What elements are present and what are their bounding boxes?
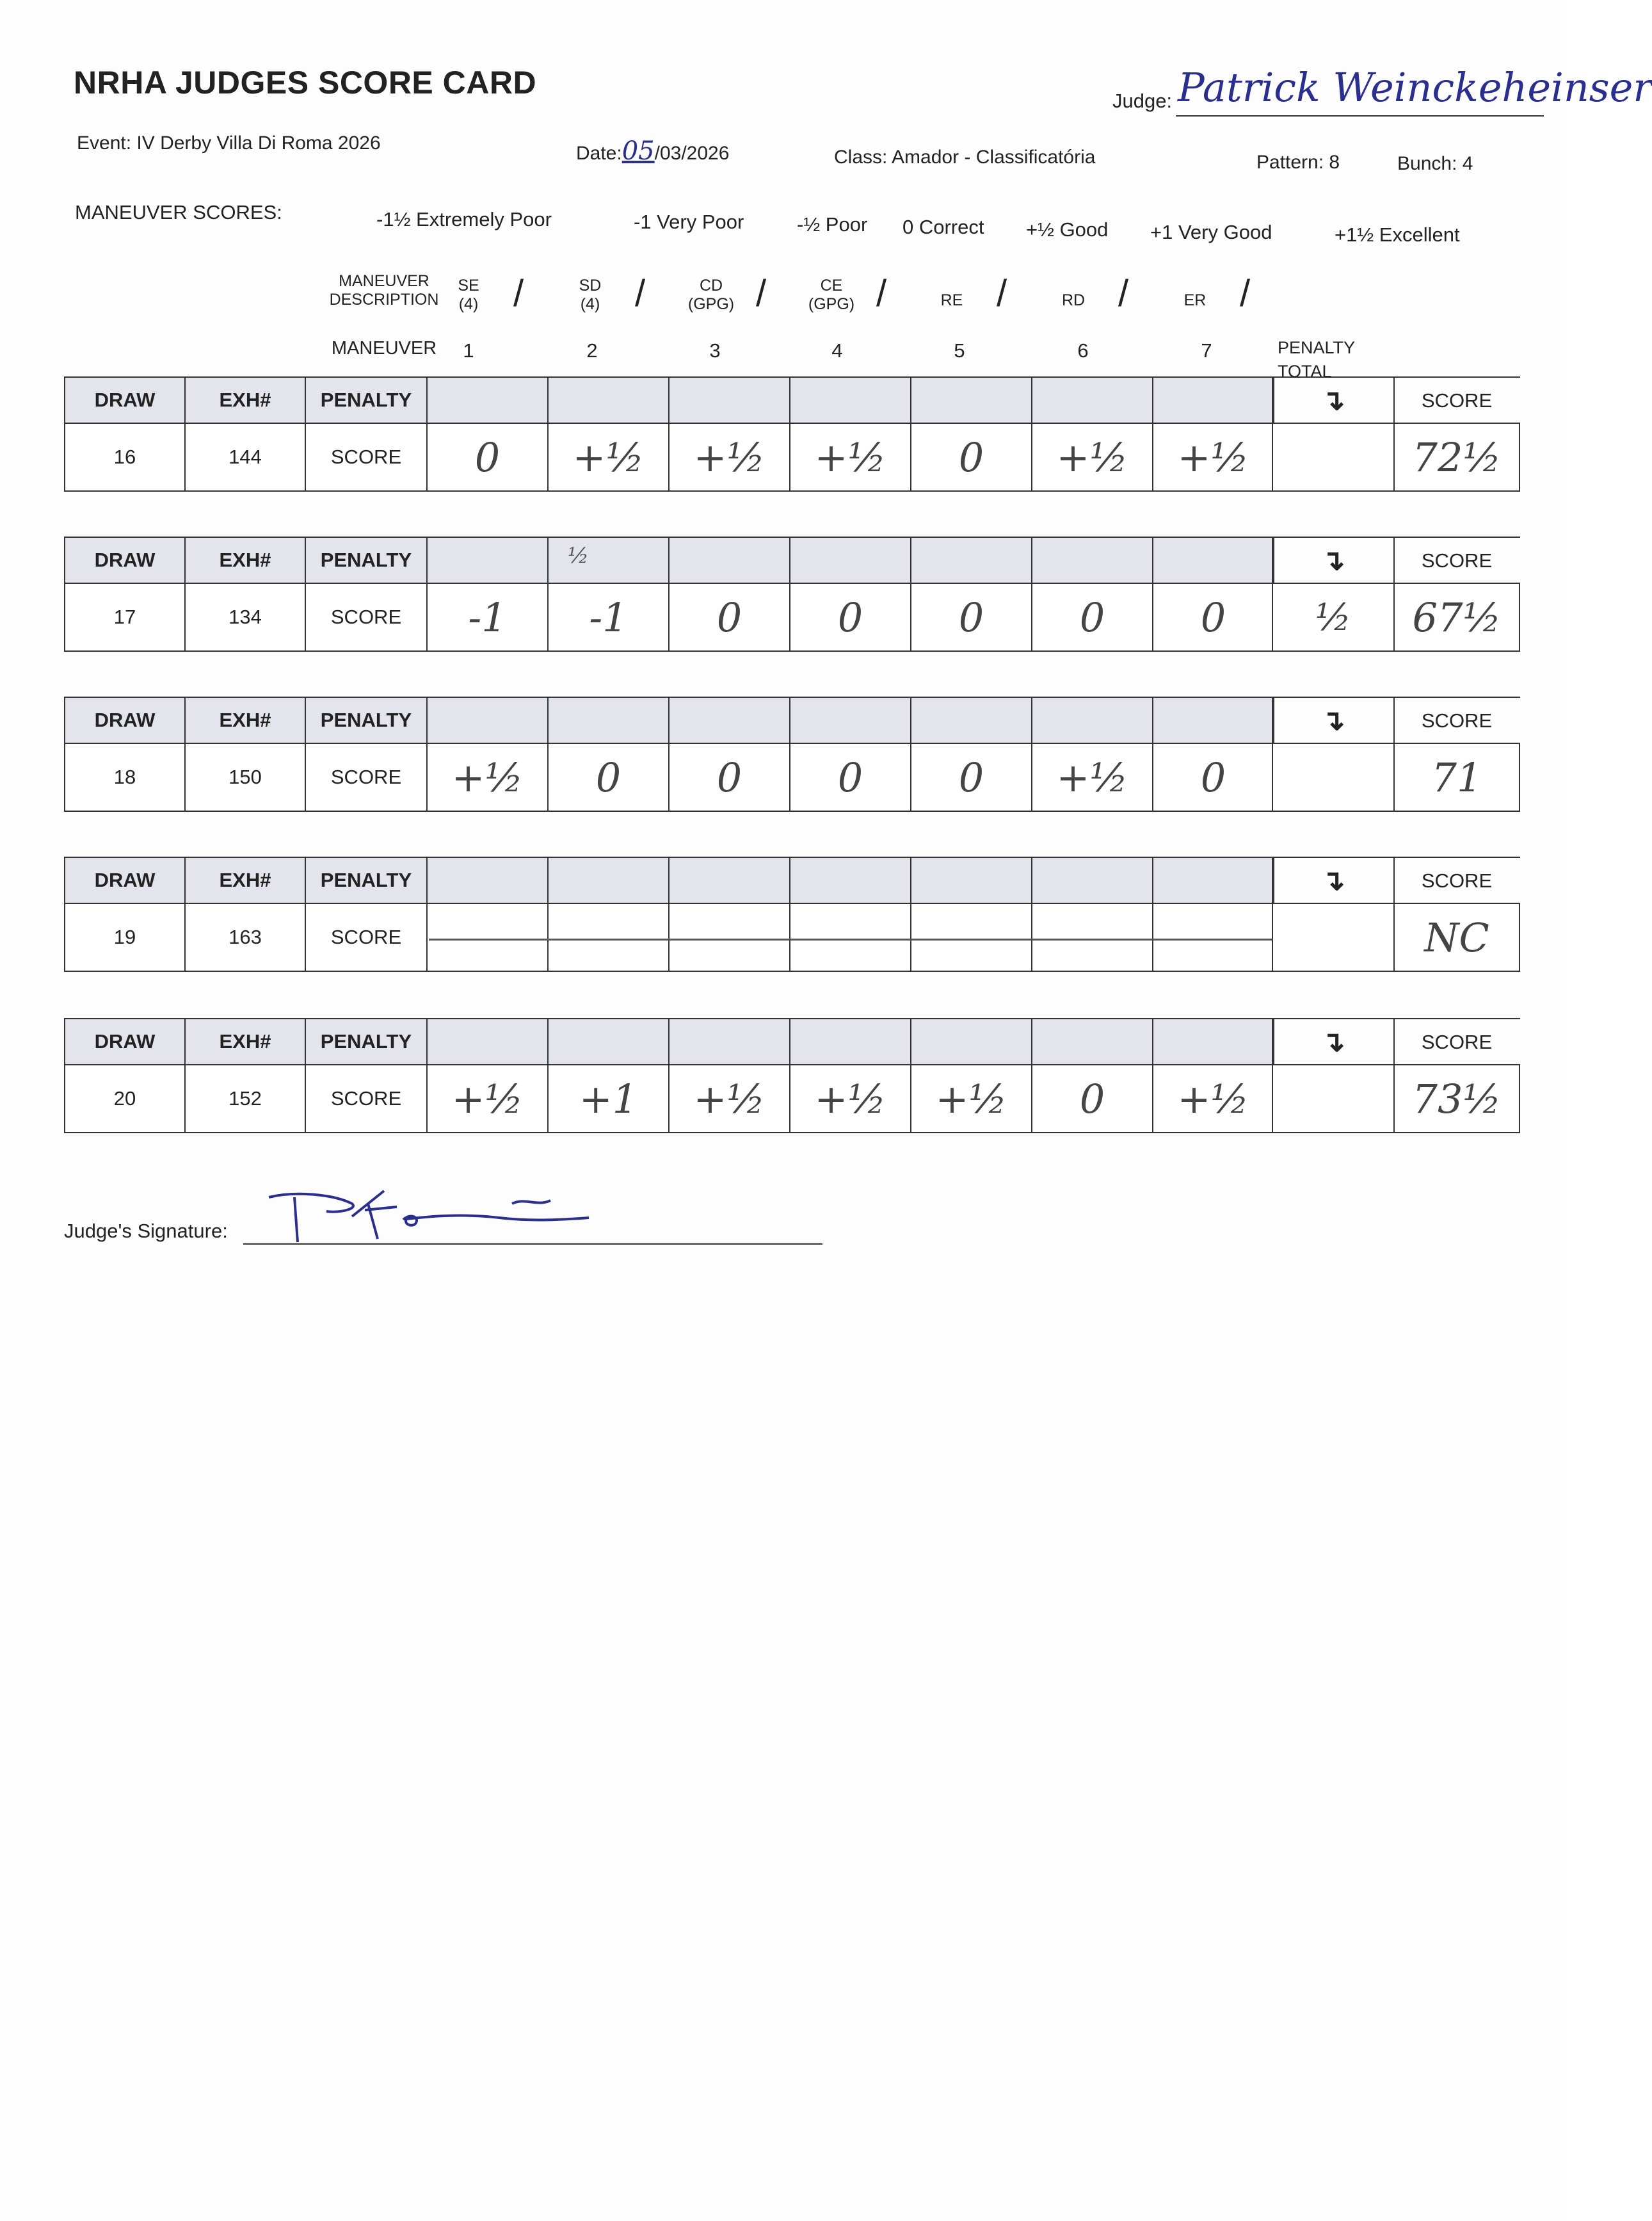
score-card-row [64,537,1520,665]
maneuver-score-cell[interactable] [547,743,670,812]
maneuver-score: +½ [451,754,524,801]
event-date [576,136,729,166]
maneuver-score: +½ [1056,433,1128,481]
penalty-cell[interactable] [789,376,911,424]
maneuver-score: +½ [1056,754,1128,801]
penalty-cell[interactable] [547,537,670,584]
penalty-cell[interactable] [789,1018,911,1065]
maneuver-description: SE (4) [458,277,479,313]
exh-number: 134 [184,583,306,652]
final-score-label: SCORE [1393,376,1520,424]
final-score-cell[interactable] [1393,903,1520,972]
date-rest: /03/2026 [654,143,730,164]
penalty-cell[interactable] [910,697,1032,744]
separator-slash: / [635,273,646,314]
maneuver-number: 3 [709,339,721,362]
penalty-cell[interactable] [426,537,549,584]
final-score-label: SCORE [1393,697,1520,744]
penalty-header: PENALTY [305,1018,428,1065]
maneuver-description: ER [1183,291,1207,309]
final-score: 67½ [1412,594,1502,641]
maneuver-description: CD (GPG) [687,277,735,313]
maneuver-score: 0 [958,433,984,481]
maneuver-score-cell[interactable] [910,903,1032,972]
penalty-total-cell[interactable] [1272,423,1395,492]
penalty-cell[interactable] [910,537,1032,584]
maneuver-score-cell[interactable] [789,423,911,492]
maneuver-score-cell[interactable] [789,583,911,652]
maneuver-score-cell[interactable] [910,1064,1032,1133]
penalty-mark: ½ [568,543,589,569]
maneuver-score-cell[interactable] [1031,903,1153,972]
penalty-cell[interactable] [1031,537,1153,584]
score-card-row [64,697,1520,825]
maneuver-score: 0 [1200,594,1226,641]
maneuver-score-cell[interactable] [1031,423,1153,492]
maneuver-score-cell[interactable] [910,423,1032,492]
maneuver-score-cell[interactable] [547,583,670,652]
penalty-cell[interactable] [668,857,790,904]
maneuver-number: 7 [1201,339,1212,362]
maneuver-score: +½ [693,1075,766,1122]
maneuver-score: +½ [1177,1075,1249,1122]
judge-name: Patrick Weinckeheinser [1178,64,1652,111]
exh-number: 152 [184,1064,306,1133]
maneuver-description-label: MANEUVER DESCRIPTION [329,272,439,309]
maneuver-score-cell[interactable] [1152,583,1274,652]
maneuver-description: SD (4) [579,277,602,313]
draw-header: DRAW [64,697,186,744]
maneuver-score: 0 [474,433,501,481]
legend-item: +1 Very Good [1150,221,1272,243]
penalty-cell[interactable] [1152,376,1274,424]
maneuver-score-cell[interactable] [1031,583,1153,652]
maneuver-score: 0 [1079,594,1105,641]
final-score-cell[interactable] [1393,423,1520,492]
penalty-cell[interactable] [1031,857,1153,904]
maneuver-score: 0 [837,594,863,641]
penalty-header: PENALTY [305,857,428,904]
draw-header: DRAW [64,376,186,424]
draw-number: 16 [64,423,186,492]
maneuver-score: +½ [814,1075,886,1122]
penalty-cell[interactable] [1031,1018,1153,1065]
maneuver-score-cell[interactable] [426,583,549,652]
maneuver-number-label: MANEUVER [331,338,437,359]
penalty-cell[interactable] [789,857,911,904]
arrow-cell: ↴ [1272,1018,1395,1065]
penalty-cell[interactable] [910,857,1032,904]
draw-header: DRAW [64,857,186,904]
penalty-cell[interactable] [547,697,670,744]
maneuver-score-cell[interactable] [547,1064,670,1133]
score-card-row [64,1018,1520,1146]
score-row-label: SCORE [305,423,428,492]
maneuver-score: +½ [814,433,886,481]
penalty-total-cell[interactable] [1272,1064,1395,1133]
legend-item: -½ Poor [797,213,868,236]
maneuver-description: RE [940,291,963,309]
final-score: 71 [1431,754,1482,801]
maneuver-score-cell[interactable] [668,423,790,492]
penalty-cell[interactable] [668,376,790,424]
arrow-cell: ↴ [1272,537,1395,584]
separator-slash: / [997,273,1007,314]
penalty-header: PENALTY [305,537,428,584]
score-row-label: SCORE [305,903,428,972]
judge-signature [256,1178,602,1255]
penalty-header: PENALTY [305,697,428,744]
pattern-number: Pattern: 8 [1256,152,1340,173]
penalty-cell[interactable] [426,857,549,904]
maneuver-description: CE (GPG) [808,277,855,313]
penalty-cell[interactable] [547,376,670,424]
score-row-label: SCORE [305,743,428,812]
maneuver-score: 0 [1079,1075,1105,1122]
arrow-cell: ↴ [1272,376,1395,424]
draw-number: 19 [64,903,186,972]
maneuver-number: 4 [831,339,843,362]
final-score-label: SCORE [1393,537,1520,584]
penalty-cell[interactable] [1152,1018,1274,1065]
score-card-row [64,376,1520,505]
judge-line [1176,115,1544,117]
maneuver-score-cell[interactable] [789,743,911,812]
penalty-cell[interactable] [668,697,790,744]
maneuver-description: RD [1061,291,1086,309]
maneuver-score: +1 [579,1075,638,1122]
date-label: Date: [576,143,622,164]
maneuver-score-cell[interactable] [668,1064,790,1133]
final-score-cell[interactable] [1393,1064,1520,1133]
penalty-cell[interactable] [910,376,1032,424]
maneuver-score-cell[interactable] [668,583,790,652]
final-score: 72½ [1412,433,1502,481]
penalty-total-value: ½ [1315,595,1352,639]
draw-header: DRAW [64,1018,186,1065]
exh-number: 144 [184,423,306,492]
final-score-label: SCORE [1393,1018,1520,1065]
penalty-cell[interactable] [789,697,911,744]
maneuver-score: 0 [958,754,984,801]
separator-slash: / [1240,273,1251,314]
separator-slash: / [876,273,887,314]
final-score: 73½ [1412,1075,1502,1122]
maneuver-score-cell[interactable] [426,743,549,812]
no-score-line [429,939,1274,941]
final-score-cell[interactable] [1393,583,1520,652]
penalty-cell[interactable] [910,1018,1032,1065]
penalty-cell[interactable] [1152,537,1274,584]
maneuver-number: 6 [1077,339,1089,362]
maneuver-number: 5 [954,339,965,362]
penalty-cell[interactable] [547,1018,670,1065]
legend-label: MANEUVER SCORES: [75,201,282,223]
exh-header: EXH# [184,537,306,584]
separator-slash: / [513,273,524,314]
penalty-cell[interactable] [426,1018,549,1065]
maneuver-score: -1 [468,594,507,641]
penalty-cell[interactable] [426,697,549,744]
separator-slash: / [756,273,767,314]
penalty-cell[interactable] [547,857,670,904]
maneuver-score-cell[interactable] [426,903,549,972]
date-day: 05 [622,136,655,166]
maneuver-score: 0 [716,594,742,641]
final-score: NC [1424,914,1489,961]
maneuver-score-cell[interactable] [426,1064,549,1133]
maneuver-score: 0 [958,594,984,641]
penalty-cell[interactable] [668,537,790,584]
maneuver-score-cell[interactable] [1152,743,1274,812]
page-title: NRHA JUDGES SCORE CARD [74,65,537,101]
exh-number: 150 [184,743,306,812]
penalty-total-label: PENALTY TOTAL [1278,338,1356,381]
maneuver-score-cell[interactable] [789,903,911,972]
signature-label: Judge's Signature: [64,1220,228,1242]
maneuver-score-cell[interactable] [547,903,670,972]
legend-item: +½ Good [1026,218,1109,241]
maneuver-score-cell[interactable] [1031,1064,1153,1133]
penalty-cell[interactable] [1031,697,1153,744]
maneuver-score-cell[interactable] [1152,423,1274,492]
penalty-cell[interactable] [668,1018,790,1065]
final-score-cell[interactable] [1393,743,1520,812]
arrow-cell: ↴ [1272,857,1395,904]
maneuver-score-cell[interactable] [1152,1064,1274,1133]
judge-label: Judge: [1112,90,1173,112]
maneuver-score-cell[interactable] [1152,903,1274,972]
maneuver-score-cell[interactable] [910,583,1032,652]
legend-item: -1½ Extremely Poor [376,208,552,230]
bunch-number: Bunch: 4 [1397,153,1473,174]
legend-item: 0 Correct [902,216,984,238]
maneuver-score-cell[interactable] [426,423,549,492]
penalty-cell[interactable] [1152,697,1274,744]
exh-header: EXH# [184,1018,306,1065]
penalty-total-cell[interactable] [1272,903,1395,972]
penalty-total-cell[interactable] [1272,743,1395,812]
final-score-label: SCORE [1393,857,1520,904]
maneuver-score-cell[interactable] [668,903,790,972]
draw-header: DRAW [64,537,186,584]
maneuver-score: 0 [595,754,622,801]
penalty-cell[interactable] [1152,857,1274,904]
draw-number: 20 [64,1064,186,1133]
exh-header: EXH# [184,857,306,904]
score-row-label: SCORE [305,583,428,652]
class-name: Class: Amador - Classificatória [834,147,1096,168]
legend-item: +1½ Excellent [1335,223,1460,246]
draw-number: 17 [64,583,186,652]
draw-number: 18 [64,743,186,812]
maneuver-score-cell[interactable] [1031,743,1153,812]
exh-number: 163 [184,903,306,972]
maneuver-score-cell[interactable] [668,743,790,812]
penalty-cell[interactable] [789,537,911,584]
score-card-row [64,857,1520,985]
penalty-header: PENALTY [305,376,428,424]
score-row-label: SCORE [305,1064,428,1133]
maneuver-score: 0 [716,754,742,801]
maneuver-number: 1 [463,339,474,362]
separator-slash: / [1118,273,1129,314]
penalty-total-cell[interactable] [1272,583,1395,652]
maneuver-score: +½ [693,433,766,481]
maneuver-score-cell[interactable] [547,423,670,492]
maneuver-score: 0 [837,754,863,801]
event-name: Event: IV Derby Villa Di Roma 2026 [77,133,381,154]
maneuver-score: +½ [935,1075,1007,1122]
penalty-cell[interactable] [1031,376,1153,424]
maneuver-score: -1 [589,594,628,641]
exh-header: EXH# [184,376,306,424]
maneuver-score: +½ [451,1075,524,1122]
penalty-cell[interactable] [426,376,549,424]
maneuver-score: 0 [1200,754,1226,801]
maneuver-score: +½ [572,433,645,481]
maneuver-number: 2 [586,339,598,362]
legend-item: -1 Very Poor [634,211,744,233]
maneuver-score: +½ [1177,433,1249,481]
exh-header: EXH# [184,697,306,744]
maneuver-score-cell[interactable] [789,1064,911,1133]
arrow-cell: ↴ [1272,697,1395,744]
maneuver-score-cell[interactable] [910,743,1032,812]
